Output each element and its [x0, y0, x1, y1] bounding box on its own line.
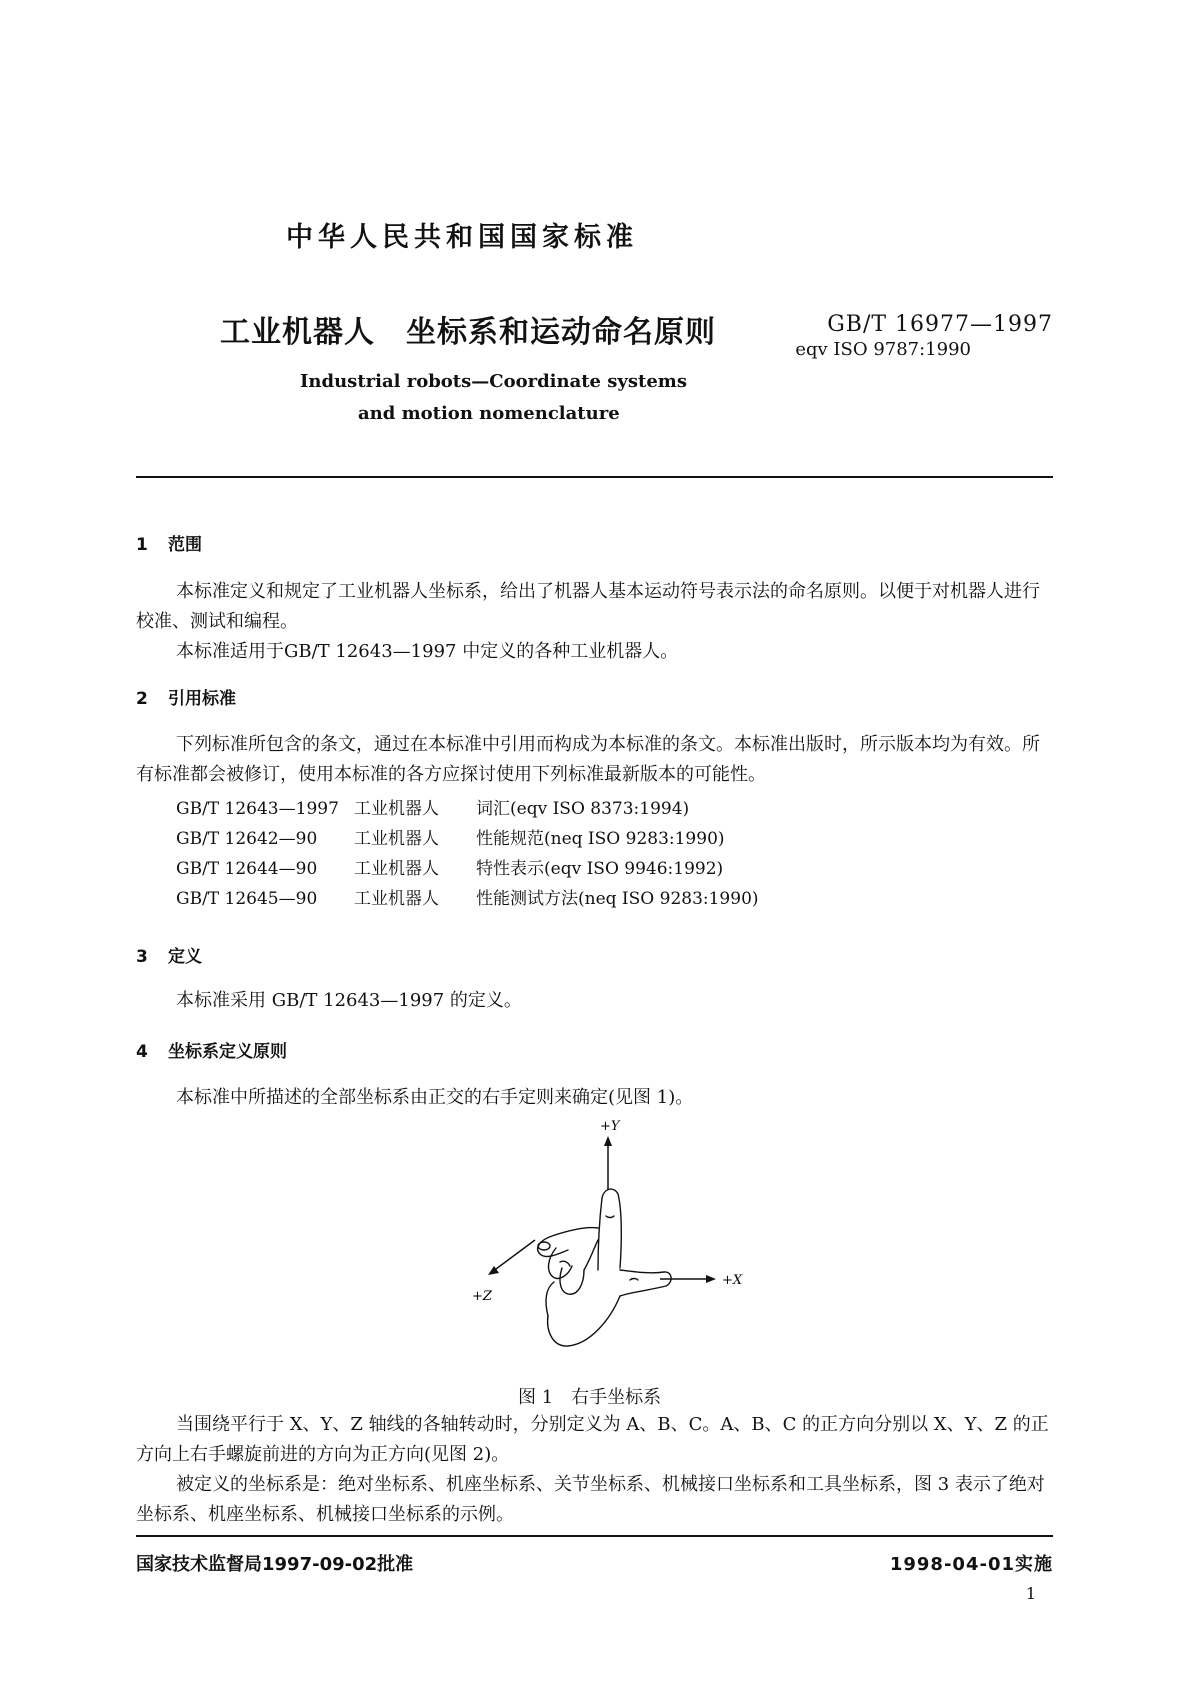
- reference-category: 工业机器人: [354, 829, 439, 849]
- reference-title: 性能规范(neq ISO 9283:1990): [476, 829, 725, 849]
- footer-divider: [136, 1535, 1053, 1537]
- section-2-paragraph-1: 下列标准所包含的条文，通过在本标准中引用而构成为本标准的条文。本标准出版时，所示版本均为有效。所有标准都会被修订，使用本标准的各方应探讨使用下列标准最新版本的可能性。: [136, 734, 1040, 785]
- section-1-paragraph-1: 本标准定义和规定了工业机器人坐标系，给出了机器人基本运动符号表示法的命名原则。以便于对机器人进行校准、测试和编程。: [136, 581, 1040, 632]
- standard-number: GB/T 16977—1997: [827, 312, 1053, 337]
- y-axis-label: +Y: [600, 1120, 620, 1134]
- effective-date: 1998-04-01实施: [889, 1554, 1053, 1575]
- reference-item: [176, 794, 689, 819]
- national-standard-title: 中华人民共和国国家标准: [286, 222, 638, 253]
- header-divider: [136, 476, 1053, 478]
- z-axis-line: [492, 1240, 535, 1272]
- reference-item: [176, 884, 759, 909]
- reference-code: GB/T 12644—90: [176, 859, 318, 879]
- section-4-paragraph-3: 被定义的坐标系是：绝对坐标系、机座坐标系、关节坐标系、机械接口坐标系和工具坐标系，图 3 表示了绝对坐标系、机座坐标系、机械接口坐标系的示例。: [136, 1474, 1045, 1525]
- reference-title: 性能测试方法(neq ISO 9283:1990): [476, 889, 759, 909]
- reference-code: GB/T 12643—1997: [176, 799, 339, 819]
- section-title: 引用标准: [168, 689, 236, 709]
- document-title-cn: 工业机器人 坐标系和运动命名原则: [220, 315, 716, 350]
- section-3-heading: [136, 942, 202, 967]
- section-4-heading: [136, 1037, 287, 1062]
- y-axis-arrow: [604, 1136, 612, 1146]
- section-number: 2: [136, 689, 148, 709]
- standard-equivalence: eqv ISO 9787:1990: [795, 339, 971, 360]
- section-1-heading: [136, 530, 202, 555]
- reference-code: GB/T 12645—90: [176, 889, 318, 909]
- section-2-heading: [136, 684, 236, 709]
- reference-category: 工业机器人: [354, 859, 439, 879]
- section-4-paragraph-1: 本标准中所描述的全部坐标系由正交的右手定则来确定(见图 1)。: [176, 1087, 694, 1108]
- reference-title: 特性表示(eqv ISO 9946:1992): [476, 859, 724, 879]
- figure-1-right-hand-diagram: [460, 1120, 780, 1355]
- reference-title: 词汇(eqv ISO 8373:1994): [476, 799, 690, 819]
- section-title: 定义: [168, 947, 202, 967]
- x-axis-label: +X: [722, 1273, 743, 1288]
- section-number: 3: [136, 947, 148, 967]
- reference-category: 工业机器人: [354, 889, 439, 909]
- x-axis-arrow: [706, 1275, 716, 1283]
- document-title-en-line1: Industrial robots—Coordinate systems: [300, 371, 687, 392]
- z-axis-label: +Z: [472, 1289, 492, 1304]
- reference-category: 工业机器人: [354, 799, 439, 819]
- page-number: 1: [1025, 1584, 1036, 1603]
- section-title: 坐标系定义原则: [168, 1042, 287, 1062]
- section-number: 1: [136, 535, 148, 555]
- document-title-en-line2: and motion nomenclature: [358, 403, 620, 424]
- reference-item: [176, 824, 725, 849]
- reference-code: GB/T 12642—90: [176, 829, 318, 849]
- section-title: 范围: [168, 535, 202, 555]
- section-number: 4: [136, 1042, 148, 1062]
- section-1-paragraph-2: 本标准适用于GB/T 12643—1997 中定义的各种工业机器人。: [176, 641, 679, 662]
- figure-1-caption: 图 1 右手坐标系: [518, 1387, 662, 1408]
- right-hand-drawing: [538, 1189, 671, 1346]
- approval-date: 国家技术监督局1997-09-02批准: [136, 1554, 414, 1575]
- reference-item: [176, 854, 723, 879]
- section-3-paragraph-1: 本标准采用 GB/T 12643—1997 的定义。: [176, 990, 522, 1011]
- section-4-paragraph-2: 当围绕平行于 X、Y、Z 轴线的各轴转动时，分别定义为 A、B、C。A、B、C 的正方向分别以 X、Y、Z 的正方向上右手螺旋前进的方向为正方向(见图 2)。: [136, 1414, 1049, 1465]
